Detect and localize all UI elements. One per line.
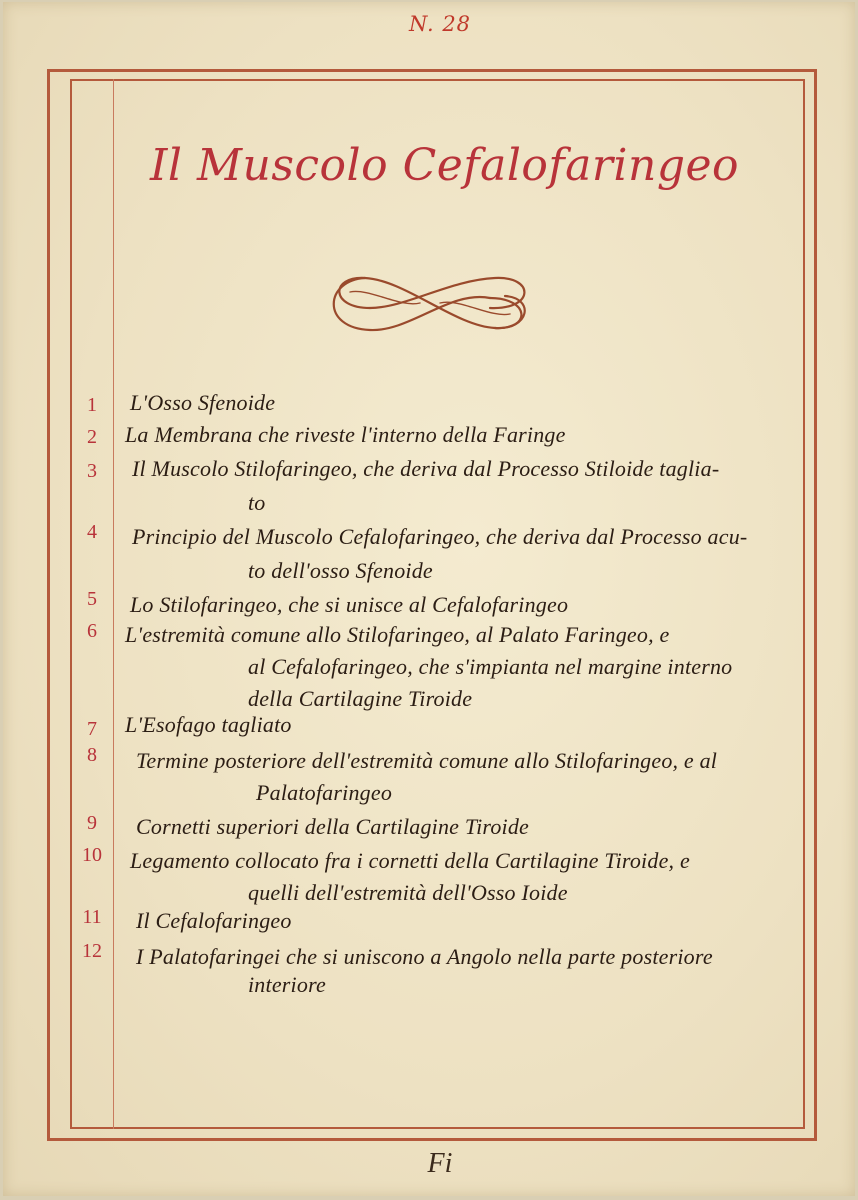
legend-number: 11 [82,906,102,928]
legend-text: Termine posteriore dell'estremità comune allo Stilofaringeo, e al [136,748,718,773]
legend-text: Palatofaringeo [256,780,393,805]
legend-text: della Cartilagine Tiroide [248,686,473,711]
legend-number: 1 [87,394,97,416]
legend-text: Il Cefalofaringeo [136,908,292,933]
legend-number: 3 [87,460,97,482]
page-number: N. 28 [408,12,472,36]
legend-text: to dell'osso Sfenoide [248,558,433,583]
legend-number: 5 [87,588,97,610]
legend-text: La Membrana che riveste l'interno della Faringe [125,422,566,447]
legend-number: 12 [82,940,102,962]
legend-text: al Cefalofaringeo, che s'impianta nel margine interno [248,654,733,679]
legend-text: Il Muscolo Stilofaringeo, che deriva dal Processo Stiloide taglia- [132,456,720,481]
legend-text: L'Osso Sfenoide [130,390,276,415]
legend-text: Lo Stilofaringeo, che si unisce al Cefalofaringeo [130,592,569,617]
legend-text: Cornetti superiori della Cartilagine Tiroide [136,814,530,839]
legend-text: Principio del Muscolo Cefalofaringeo, che deriva dal Processo acu- [132,524,748,549]
legend-number: 7 [87,718,97,740]
legend-number: 10 [82,844,102,866]
page-title: Il Muscolo Cefalofaringeo [150,140,740,191]
legend-number: 9 [87,812,97,834]
legend-number: 8 [87,744,97,766]
legend-text: to [248,490,266,515]
legend-number: 6 [87,620,97,642]
catchword: Fi [427,1148,453,1179]
legend-text: L'Esofago tagliato [125,712,292,737]
legend-number: 2 [87,426,97,448]
legend-text: L'estremità comune allo Stilofaringeo, al Palato Faringeo, e [125,622,670,647]
legend-text: quelli dell'estremità dell'Osso Ioide [248,880,568,905]
legend-text: Legamento collocato fra i cornetti della Cartilagine Tiroide, e [130,848,690,873]
legend-text: I Palatofaringei che si uniscono a Angolo nella parte posteriore [136,944,713,969]
legend-number: 4 [87,521,97,543]
legend-text: interiore [248,972,326,997]
